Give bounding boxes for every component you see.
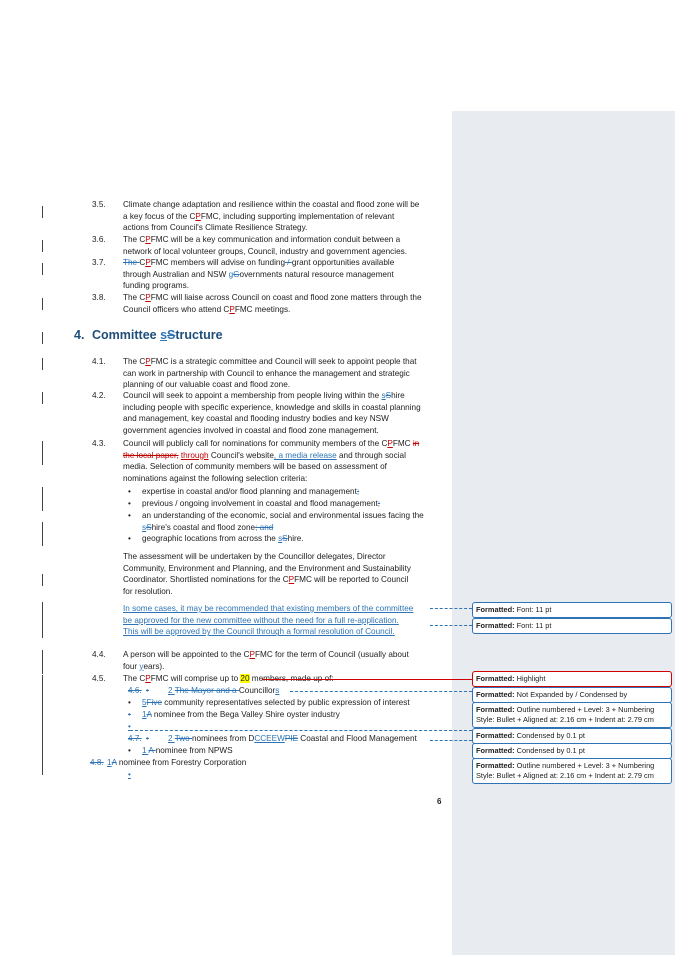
formatting-balloon[interactable] [472,618,672,634]
balloon-label: Formatted: [476,690,515,699]
change-bar [42,263,43,275]
para-line: be approved for the new committee without the need for a full re-application. [123,615,399,625]
heading-text: Committee [92,328,161,342]
clause-number: 3.8. [92,293,106,302]
bullet-icon: • [128,511,131,520]
deleted-number: 4.7. [128,734,142,743]
clause-number: 3.7. [92,258,106,267]
balloon-label: Formatted: [476,731,515,740]
comment-leader [430,740,472,741]
comment-leader [290,691,472,692]
clause-number: 4.4. [92,650,106,659]
page-number: 6 [437,797,442,806]
change-bar [42,602,43,638]
clause-text-line: four years). [123,661,165,671]
balloon-text: Not Expanded by / Condensed by [514,690,628,699]
balloon-label: Formatted: [476,761,515,770]
balloon-label: Formatted: [476,605,515,614]
balloon-label: Formatted: [476,705,515,714]
clause-number: 3.6. [92,235,106,244]
formatting-balloon[interactable] [472,602,672,618]
clause-text-line: can work in partnership with Council to enhance the management and strategic [123,368,410,378]
balloon-text: Outline numbered + Level: 3 + Numbering [514,761,655,770]
balloon-text: Condensed by 0.1 pt [514,746,585,755]
highlighted-number: 20 [240,674,250,683]
clause-text-line: a key focus of the CPFMC, including supporting implementation of relevant [123,211,395,221]
clause-number: 4.3. [92,439,106,448]
balloon-text: Condensed by 0.1 pt [514,731,585,740]
change-bar [42,574,43,586]
balloon-text: Font: 11 pt [514,621,552,630]
deleted-number: 4.6. [128,686,142,695]
formatting-balloon[interactable] [472,671,672,687]
formatting-balloon[interactable] [472,728,672,744]
clause-text-line: The CPFMC is a strategic committee and Council will seek to appoint people that [123,357,417,366]
clause-text-line: A person will be appointed to the CPFMC for the term of Council (usually about [123,650,409,659]
balloon-text: Style: Bullet + Aligned at: 2.16 cm + Indent at: 2.79 cm [476,715,654,724]
clause-text-line: Climate change adaptation and resilience within the coastal and flood zone will be [123,200,420,209]
para-line: This will be approved by the Council through a formal resolution of Council. [123,627,395,637]
bullet-icon: • [128,770,131,779]
change-bar [42,206,43,218]
clause-number: 4.2. [92,391,106,400]
bullet-icon: • [146,686,149,695]
clause-number: 4.5. [92,674,106,683]
bullet-line: sShire's coastal and flood zone; and [142,522,274,532]
bullet-icon: • [128,499,131,508]
balloon-text: Font: 11 pt [514,605,552,614]
clause-text-line: media. Selection of community members will be based on assessment of [123,462,387,472]
formatting-balloon[interactable] [472,687,672,703]
para-line: Community, Environment and Planning, and the Environment and Sustainability [123,563,411,573]
clause-text-line: The CPFMC members will advise on funding / grant opportunities available [123,258,395,267]
balloon-label: Formatted: [476,674,515,683]
heading-deletion: S [167,328,176,342]
change-bar [42,522,43,534]
clause-text-line: funding programs. [123,281,189,291]
para-line: The assessment will be undertaken by the Councillor delegates, Director [123,552,386,561]
clause-text-line: nominations against the following selection criteria: [123,473,308,483]
clause-text-line: The CPFMC will comprise up to 20 members, made up of: [123,674,334,683]
clause-text-line: network of local volunteer groups, Council, industry and government agencies. [123,246,407,256]
section-heading [74,330,223,342]
balloon-text: Outline numbered + Level: 3 + Numbering [514,705,655,714]
clause-text-line: and management, key coastal and flooding industry bodies and key NSW [123,414,389,424]
clause-text-line: actions from Council's Climate Resilience Strategy. [123,223,308,233]
clause-number: 3.5. [92,200,106,209]
deleted-number: 4.8. [90,758,104,767]
clause-text-line: government agencies involved in coastal and flood zone management. [123,425,379,435]
formatting-balloon[interactable] [472,743,672,759]
change-bar [42,534,43,546]
balloon-label: Formatted: [476,746,515,755]
clause-text-line: Council officers who attend CPFMC meetings. [123,304,291,314]
bullet-icon: • [146,734,149,743]
bullet-icon: • [128,722,131,731]
clause-text-line: including people with specific experience, knowledge and skills in coastal planning [123,402,421,412]
change-bar [42,298,43,310]
change-bar [42,358,43,370]
para-line: Coordinator. Shortlisted nominations for the CPFMC will be reported to Council [123,575,409,585]
bullet-icon: • [128,710,131,719]
change-bar [42,650,43,674]
markup-pane [452,111,675,955]
clause-text-line: The CPFMC will liaise across Council on coast and flood zone matters through the [123,293,422,302]
formatting-balloon[interactable] [472,702,672,728]
clause-text-line: Council will seek to appoint a membership from people living within the sShire [123,391,405,400]
change-bar [42,487,43,511]
para-line: In some cases, it may be recommended that existing members of the committee [123,604,414,613]
document-body: 3.5. Climate change adaptation and resilience within the coastal and flood zone will be a key focus of the CPFMC, including supporting implementation of relevant actions from Council's Climate Resilience Strategy. 3.6. The CPFMC will be a key communication and information conduit between a network of local volunteer groups, Council, industry and government agencies. 3.7. The CPFMC members will advise on funding / grant opportunities available through Australian and NSW gGovernments natural resource management funding programs. 3.8. The CPFMC will liaise across Council on coast and flood zone matters through the Council officers who attend CPFMC meetings. 4. Committee sStructure 4.1. The CPFMC is a strategic committee and Council will seek to appoint people that can work in partnership with Council to enhance the management and strategic planning of our valuable coast and flood zone. 4.2. Council will seek to appoint a membership from people living within the sShire including people with specific experience, knowledge and skills in coastal planning and management, key coastal and flooding industry bodies and key NSW government agencies involved in coastal and flood zone management. 4.3. Council will publicly call for nominations for community members of the CPFMC in the local paper, through Council's website, a media release and through social media. Selection of community members will be based on assessment of nominations against the following selection criteria: • expertise in coastal and/or flood planning and management; • previous / ongoing involvement in coastal and flood management; • an understanding of the economic, social and environmental issues facing the sShire's coastal and flood zone; and • geographic locations from across the sShire. The assessment will be undertaken by the Councillor delegates, Director Community, Environment and Planning, and the Environment and Sustainability Coordinator. Shortlisted nominations for the CPFMC will be reported to Council for resolution. In some cases, it may be recommended that existing members of the committee be approved for the new committee without the need for a full re-application. This will be approved by the Council through a formal resolution of Council. 4.4. A person will be appointed to the CPFMC for the term of Council (usually about four years). 4.5. The CPFMC will comprise up to 20 members, made up of: 4.6. • 2 The Mayor and a Councillors • 5Five community representatives selected by public expression of interest • 1A nominee from the Bega Valley Shire oyster industry • 4.7. • 2 Two nominees from DCCEEWPIE Coastal and Flood Management • 1 A nominee from NPWS 4.8. 1A nominee from Forestry Corporation • 6 [0,0,452,955]
comment-leader [430,608,472,609]
formatting-balloon[interactable] [472,758,672,784]
comment-leader [430,625,472,626]
bullet-line: an understanding of the economic, social and environmental issues facing the [142,511,424,520]
bullet-icon: • [128,487,131,496]
heading-text: tructure [175,328,223,342]
clause-text-line: planning of our valuable coast and flood zone. [123,380,291,390]
balloon-label: Formatted: [476,621,515,630]
comment-leader [130,730,472,731]
clause-text-line: through Australian and NSW gGovernments natural resource management [123,269,394,279]
clause-number: 4.1. [92,357,106,366]
comment-leader [262,679,472,680]
change-bar [42,332,43,344]
change-bar [42,441,43,465]
clause-text-line: Council will publicly call for nominations for community members of the CPFMC in [123,439,420,448]
bullet-icon: • [128,534,131,543]
clause-text-line: The CPFMC will be a key communication and information conduit between a [123,235,401,244]
change-bar [42,240,43,252]
balloon-text: Style: Bullet + Aligned at: 2.16 cm + Indent at: 2.79 cm [476,771,654,780]
bullet-icon: • [128,746,131,755]
change-bar [42,675,43,775]
heading-number: 4. [74,328,85,342]
balloon-text: Highlight [514,674,546,683]
change-bar [42,392,43,404]
bullet-icon: • [128,698,131,707]
heading-insertion: s [160,328,168,342]
clause-text-line: the local paper, through Council's website, a media release and through social [123,450,406,460]
para-line: for resolution. [123,586,173,596]
